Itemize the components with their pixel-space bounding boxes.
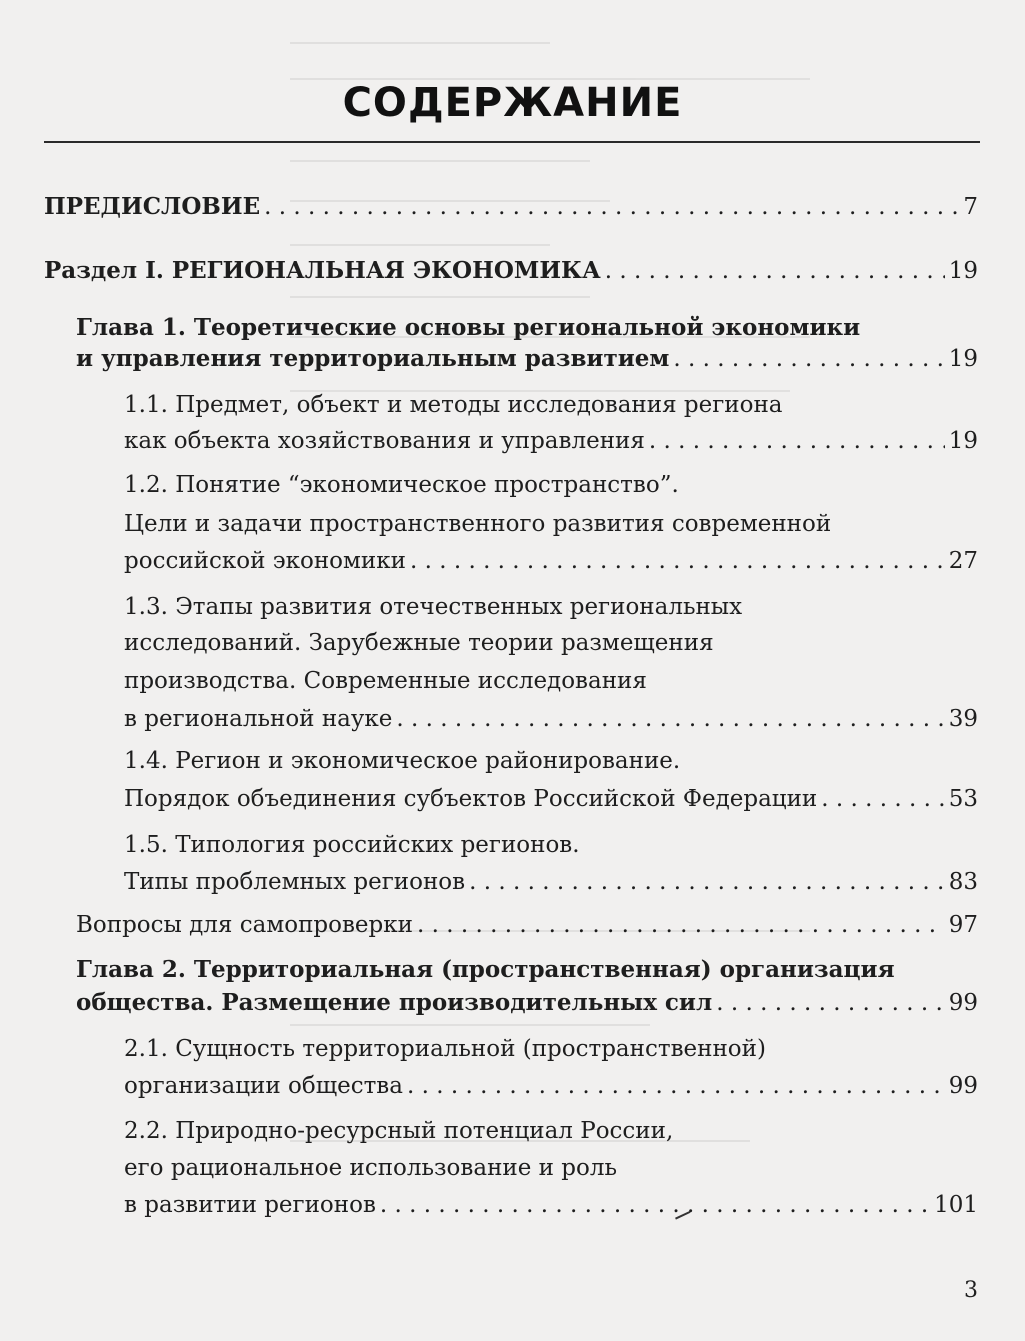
- toc-page-number: 7: [963, 194, 978, 220]
- page-number: 3: [964, 1278, 978, 1303]
- toc-entry-1-4-line-1[interactable]: 1.4. Регион и экономическое районирование.: [124, 748, 681, 774]
- leader-dots: [821, 784, 944, 814]
- toc-entry-1-1-line-2[interactable]: как объекта хозяйствования и управления . . . 19: [124, 426, 978, 456]
- toc-entry-1-3-line-2[interactable]: исследований. Зарубежные теории размещения: [124, 630, 714, 656]
- toc-entry-1-2-line-2[interactable]: Цели и задачи пространственного развития современной: [124, 511, 832, 537]
- toc-entry-1-2-line-1[interactable]: 1.2. Понятие “экономическое пространство”.: [124, 472, 679, 498]
- leader-dots: [716, 988, 945, 1018]
- leader-dots: [396, 704, 944, 734]
- toc-page-number: 19: [948, 428, 978, 454]
- toc-entry-1-3-line-3[interactable]: производства. Современные исследования: [124, 668, 647, 694]
- toc-page-number: 101: [934, 1192, 978, 1218]
- toc-page-number: 99: [948, 1073, 978, 1099]
- leader-dots: [407, 1071, 945, 1101]
- toc-page-number: 99: [948, 990, 978, 1016]
- toc-entry-1-4-line-2[interactable]: Порядок объединения субъектов Российской Федерации . . . 53: [124, 784, 978, 814]
- toc-entry-chapter-1-line-1[interactable]: Глава 1. Теоретические основы региональной экономики: [76, 314, 861, 341]
- page-title: СОДЕРЖАНИЕ: [342, 80, 683, 126]
- toc-page-number: 19: [948, 346, 978, 372]
- leader-dots: [417, 910, 945, 940]
- toc-entry-2-1-line-1[interactable]: 2.1. Сущность территориальной (пространственной): [124, 1036, 766, 1062]
- leader-dots: [649, 426, 945, 456]
- toc-entry-1-5-line-2[interactable]: Типы проблемных регионов . . . 83: [124, 867, 978, 897]
- toc-entry-questions-1[interactable]: Вопросы для самопроверки . . . 97: [76, 910, 978, 940]
- toc-entry-2-1-line-2[interactable]: организации общества . . . 99: [124, 1071, 978, 1101]
- toc-entry-1-1-line-1[interactable]: 1.1. Предмет, объект и методы исследования региона: [124, 392, 783, 418]
- leader-dots: [410, 546, 945, 576]
- leader-dots: [605, 256, 945, 286]
- toc-entry-1-5-line-1[interactable]: 1.5. Типология российских регионов.: [124, 832, 580, 858]
- toc-entry-chapter-1-line-2[interactable]: и управления территориальным развитием . . . 19: [76, 344, 978, 374]
- toc-entry-2-2-line-2[interactable]: его рациональное использование и роль: [124, 1155, 617, 1181]
- toc-entry-chapter-2-line-1[interactable]: Глава 2. Территориальная (пространственная) организация: [76, 956, 895, 983]
- toc-page-number: 27: [948, 548, 978, 574]
- toc-page-number: 53: [948, 786, 978, 812]
- toc-page-number: 83: [948, 869, 978, 895]
- toc-entry-1-3-line-4[interactable]: в региональной науке . . . 39: [124, 704, 978, 734]
- toc-page-number: 39: [948, 706, 978, 732]
- toc-page-number: 97: [948, 912, 978, 938]
- toc-page-number: 19: [948, 258, 978, 284]
- toc-entry-2-2-line-3[interactable]: в развитии регионов . . . 101: [124, 1190, 978, 1220]
- leader-dots: [380, 1190, 930, 1220]
- leader-dots: [673, 344, 944, 374]
- toc-entry-1-3-line-1[interactable]: 1.3. Этапы развития отечественных региональных: [124, 594, 743, 620]
- toc-entry-chapter-2-line-2[interactable]: общества. Размещение производительных сил . . . 99: [76, 988, 978, 1018]
- toc-entry-2-2-line-1[interactable]: 2.2. Природно-ресурсный потенциал России,: [124, 1118, 674, 1144]
- toc-entry-preface[interactable]: ПРЕДИСЛОВИЕ . . . 7: [44, 192, 978, 222]
- title-rule: [44, 141, 980, 143]
- leader-dots: [469, 867, 945, 897]
- toc-entry-1-2-line-3[interactable]: российской экономики . . . 27: [124, 546, 978, 576]
- toc-entry-section-1[interactable]: Раздел I. РЕГИОНАЛЬНАЯ ЭКОНОМИКА . . . 19: [44, 256, 978, 286]
- leader-dots: [264, 192, 959, 222]
